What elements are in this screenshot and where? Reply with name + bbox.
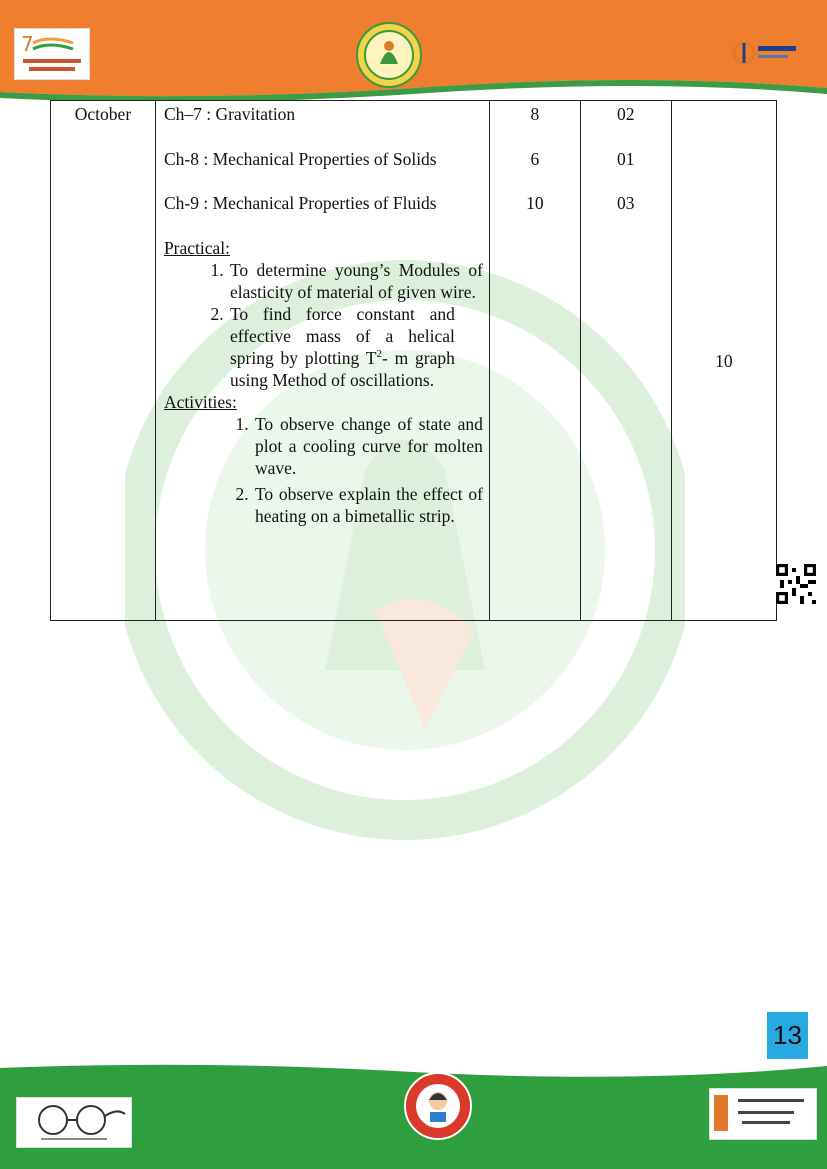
qr-code-icon: [776, 564, 816, 604]
list-item: 1. To observe change of state and plot a cooling curve for molten wave.: [253, 413, 483, 479]
list-item: 2. To find force constant and effective mass of a helical spring by plotting $T^2-$ m graph using Method of oscillations.: [228, 303, 455, 391]
marks-value: 01: [616, 148, 635, 169]
list-item: 2. To observe explain the effect of heating on a bimetallic strip.: [253, 483, 483, 527]
activities-list: [164, 413, 483, 527]
shiksha-ka-adhikar-logo: [709, 1088, 817, 1140]
periods-value: 6: [530, 148, 540, 169]
total-cell: [671, 101, 776, 621]
periods-value: 10: [526, 193, 544, 213]
content-cell: [155, 101, 489, 621]
month-cell: [51, 101, 156, 621]
beti-bachao-logo: [404, 1072, 472, 1140]
activities-heading: Activities:: [163, 391, 237, 412]
board-emblem-top: [356, 22, 422, 88]
month-label: October: [74, 104, 132, 124]
digital-india-logo: [730, 36, 802, 70]
syllabus-table: [50, 100, 777, 621]
page-number: 13: [767, 1012, 808, 1059]
practical-list: [164, 259, 483, 391]
practical-heading: Practical:: [163, 237, 231, 258]
marks-value: 02: [616, 104, 635, 124]
chapter-title: Ch-8 : Mechanical Properties of Solids: [163, 148, 437, 169]
total-value: 10: [715, 350, 733, 371]
svg-text:7: 7: [21, 32, 34, 56]
marks-cell: [580, 101, 671, 621]
table-row: [51, 101, 777, 621]
chapter-title: Ch–7 : Gravitation: [163, 104, 296, 124]
swachh-bharat-logo: [16, 1097, 132, 1148]
superscript: 2: [376, 347, 382, 360]
periods-value: 8: [530, 104, 540, 124]
azadi-amrit-mahotsav-logo: [14, 28, 90, 80]
marks-value: 03: [616, 193, 635, 213]
periods-cell: [489, 101, 580, 621]
chapter-title: Ch-9 : Mechanical Properties of Fluids: [163, 193, 437, 213]
list-item: 1. To determine young’s Modules of elasticity of material of given wire.: [228, 259, 483, 303]
